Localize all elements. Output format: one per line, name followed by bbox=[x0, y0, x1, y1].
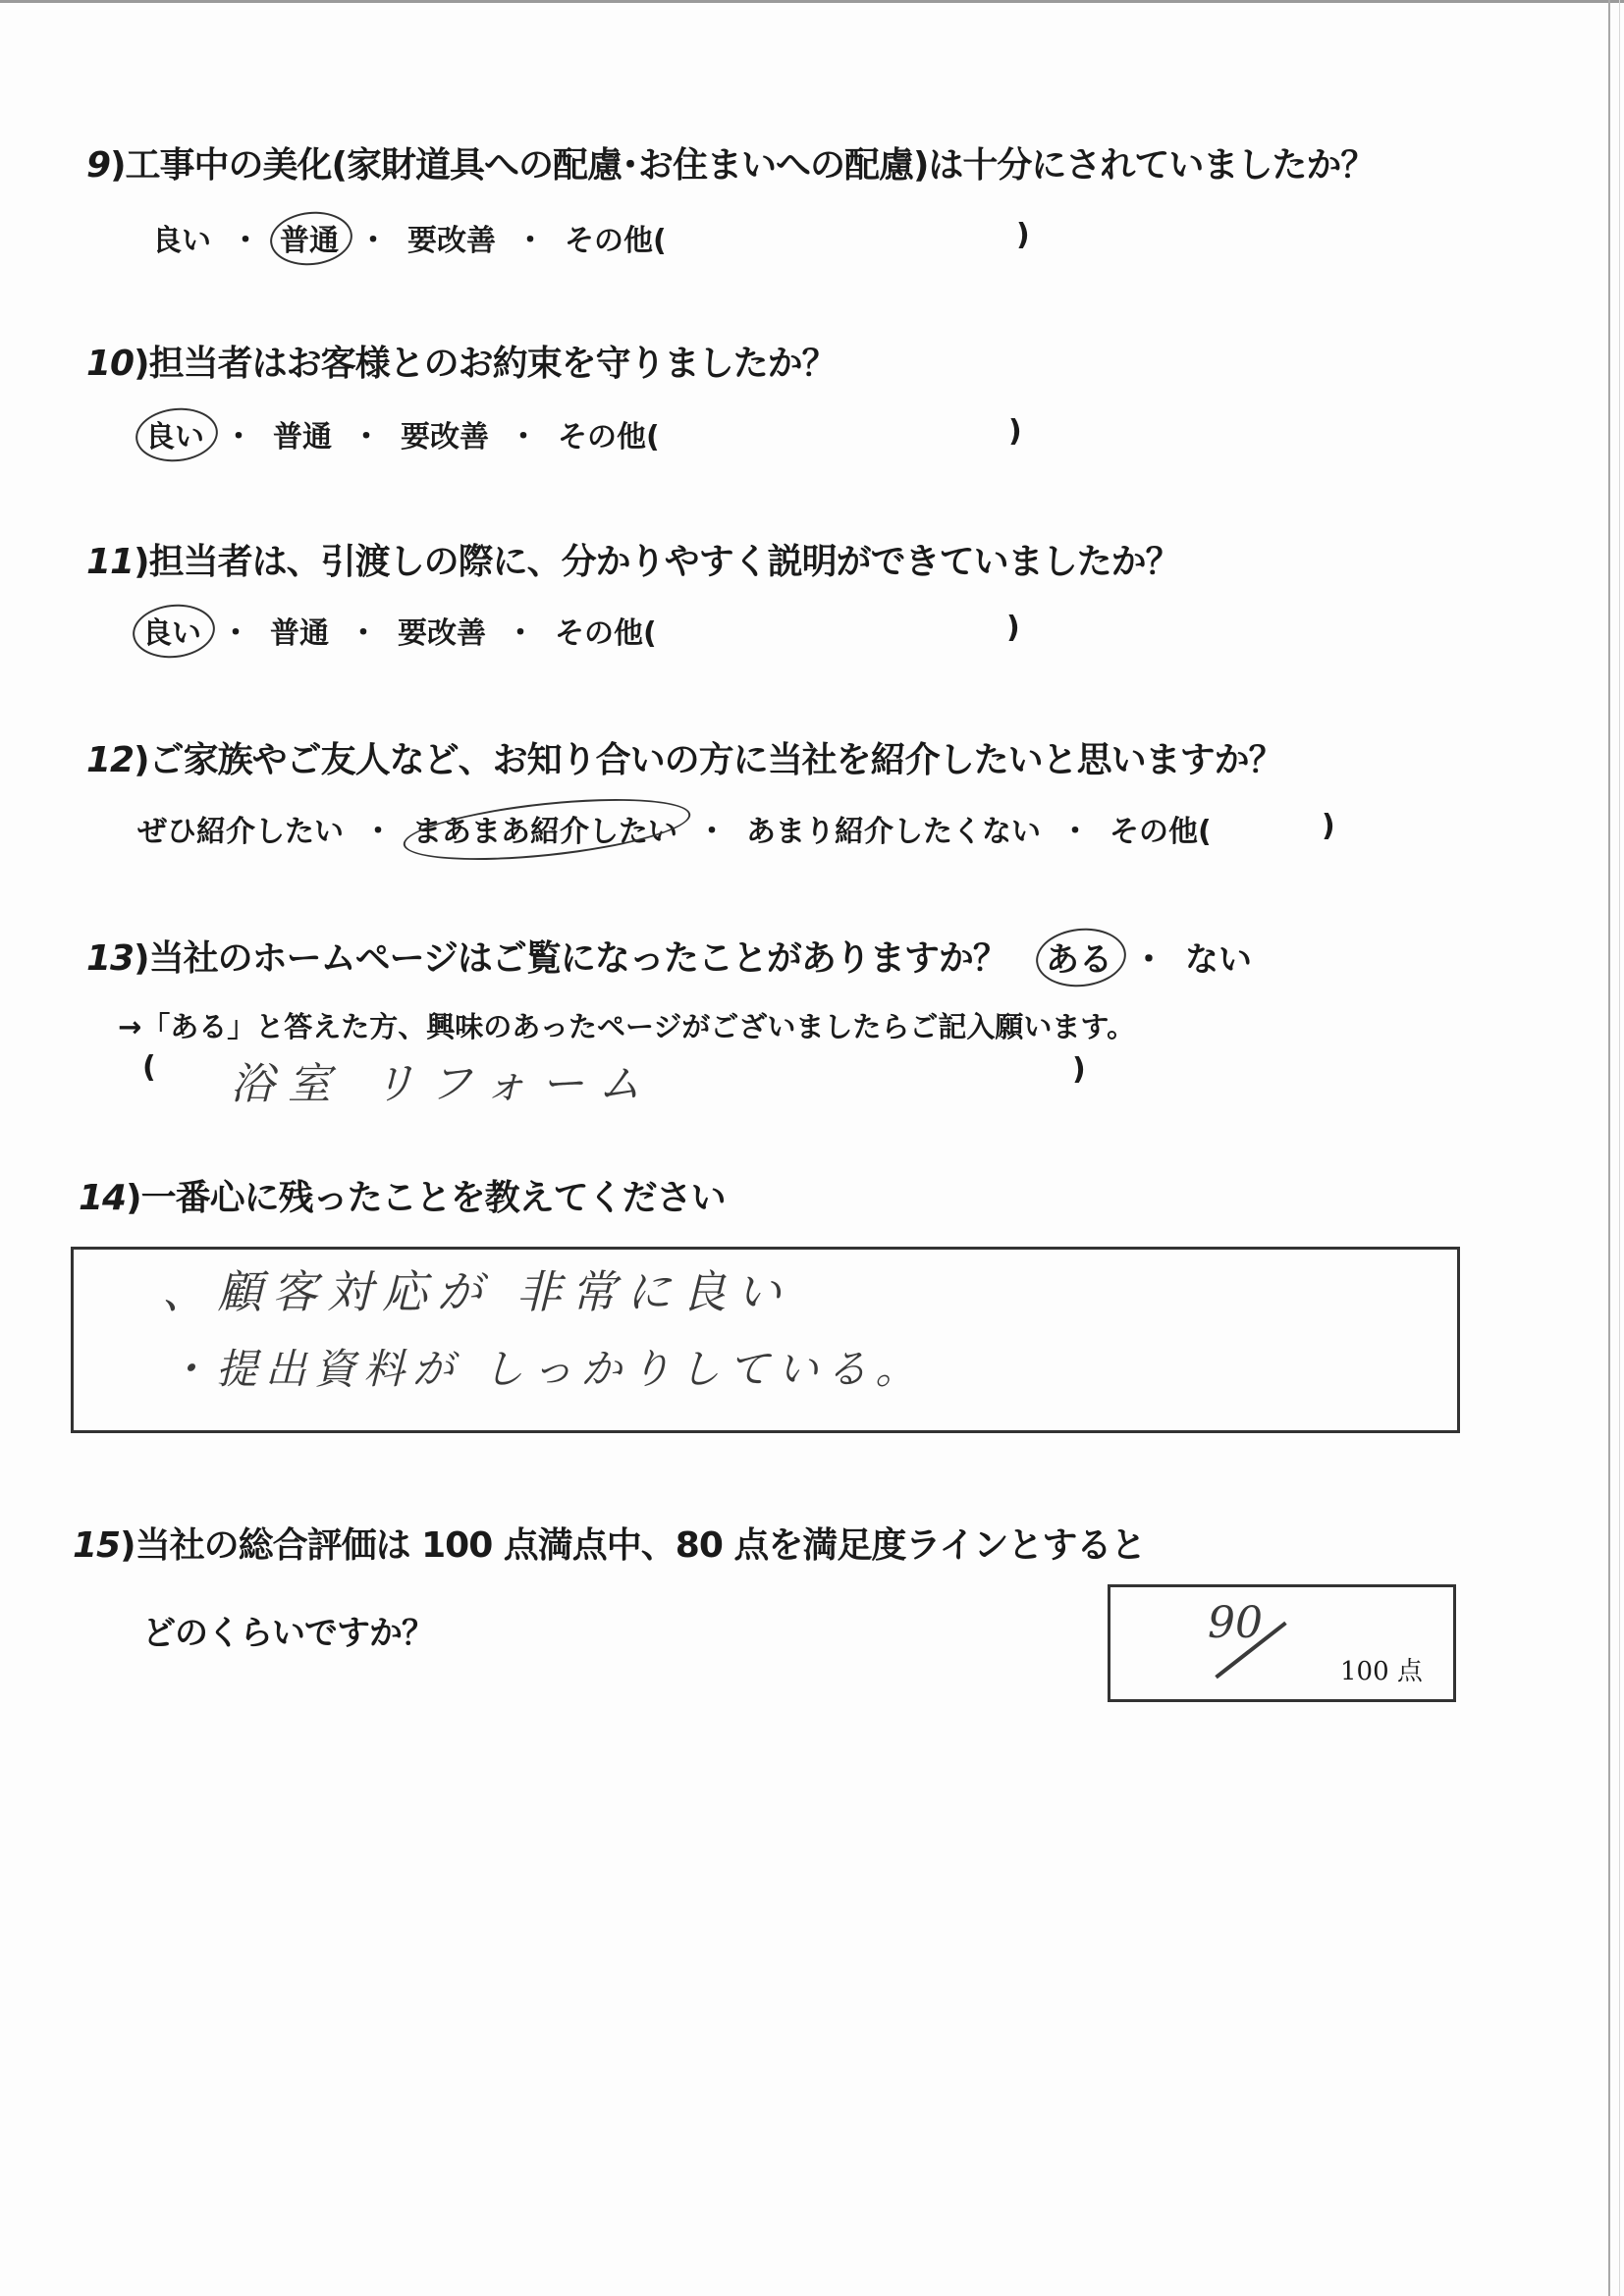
question-11 bbox=[86, 534, 1180, 584]
question-12-text: )ご家族やご友人など、お知り合いの方に当社を紹介したいと思いますか？ bbox=[134, 740, 1283, 780]
q10-option-good-circled[interactable]: 良い bbox=[145, 412, 204, 455]
question-9-text: )工事中の美化(家財道具への配慮･お住まいへの配慮)は十分にされていましたか？ bbox=[110, 145, 1376, 186]
question-12-number: 12 bbox=[86, 740, 135, 780]
question-13-options: ある ・ ない bbox=[1046, 933, 1252, 981]
question-11-number: 11 bbox=[86, 542, 135, 582]
question-12-options: ぜひ紹介したい ・ まあまあ紹介したい ・ あまり紹介したくない ・ その他( bbox=[137, 807, 1212, 850]
question-13-number: 13 bbox=[86, 938, 135, 979]
q10-option-other[interactable]: その他( bbox=[558, 420, 660, 454]
question-15-text: )当社の総合評価は 100 点満点中、80 点を満足度ラインとすると bbox=[120, 1525, 1146, 1566]
q13-option-yes-circled[interactable]: ある bbox=[1046, 933, 1112, 981]
q9-option-good[interactable]: 良い bbox=[152, 224, 211, 258]
question-11-options: 良い ・ 普通 ・ 要改善 ・ その他( bbox=[142, 609, 657, 652]
q15-handwritten-score: 90 bbox=[1208, 1598, 1263, 1648]
q10-other-close: ) bbox=[1008, 414, 1022, 449]
q13-option-no[interactable]: ない bbox=[1185, 940, 1252, 980]
q9-other-close: ) bbox=[1016, 218, 1030, 252]
question-12 bbox=[86, 732, 1283, 782]
question-9 bbox=[86, 137, 1375, 187]
q10-option-improve[interactable]: 要改善 bbox=[401, 420, 489, 454]
question-9-number: 9 bbox=[86, 145, 111, 186]
question-9-options: 良い ・ 普通 ・ 要改善 ・ その他( bbox=[152, 216, 667, 259]
q13-answer-open: ( bbox=[142, 1050, 156, 1085]
q11-option-improve[interactable]: 要改善 bbox=[398, 616, 486, 651]
q11-option-good-circled[interactable]: 良い bbox=[142, 609, 201, 652]
q12-option-other[interactable]: その他( bbox=[1110, 815, 1212, 849]
question-15-number: 15 bbox=[73, 1525, 121, 1566]
page-right-edge-shadow bbox=[1619, 0, 1620, 2296]
q11-option-normal[interactable]: 普通 bbox=[270, 616, 329, 651]
question-10-number: 10 bbox=[86, 344, 135, 384]
q9-option-other[interactable]: その他( bbox=[565, 224, 667, 258]
q13-answer-close: ) bbox=[1072, 1052, 1086, 1087]
q11-option-other[interactable]: その他( bbox=[555, 616, 657, 651]
q12-other-close: ) bbox=[1322, 809, 1335, 843]
q11-other-close: ) bbox=[1006, 611, 1020, 645]
q15-max-label: 100 点 bbox=[1340, 1657, 1423, 1686]
question-10-text: )担当者はお客様とのお約束を守りましたか？ bbox=[134, 344, 837, 384]
q12-option-definitely[interactable]: ぜひ紹介したい bbox=[137, 815, 344, 849]
question-14 bbox=[79, 1170, 726, 1220]
page-right-edge bbox=[1608, 0, 1610, 2296]
question-13 bbox=[86, 931, 1007, 981]
q9-option-normal-circled[interactable]: 普通 bbox=[280, 216, 339, 259]
q13-handwritten-answer: 浴室 リフォーム bbox=[231, 1059, 655, 1109]
question-11-text: )担当者は、引渡しの際に、分かりやすく説明ができていましたか？ bbox=[134, 542, 1180, 582]
question-15 bbox=[73, 1518, 1145, 1568]
question-10-options: 良い ・ 普通 ・ 要改善 ・ その他( bbox=[145, 412, 660, 455]
page-top-edge bbox=[0, 0, 1624, 3]
q9-option-improve[interactable]: 要改善 bbox=[407, 224, 496, 258]
q14-answer-line-2: ・提出資料が しっかりしている。 bbox=[167, 1345, 925, 1393]
question-10 bbox=[86, 336, 837, 386]
q10-option-normal[interactable]: 普通 bbox=[273, 420, 332, 454]
q12-option-somewhat-circled[interactable]: まあまあ紹介したい bbox=[412, 807, 677, 850]
question-13-followup: →「ある」と答えた方、興味のあったページがございましたらご記入願います。 bbox=[118, 1010, 1136, 1043]
q12-option-not-much[interactable]: あまり紹介したくない bbox=[746, 815, 1041, 849]
q14-answer-line-1: 、顧客対応が 非常に良い bbox=[162, 1265, 791, 1318]
question-14-text: )一番心に残ったことを教えてください bbox=[126, 1178, 726, 1218]
question-13-text: )当社のホームページはご覧になったことがありますか？ bbox=[134, 938, 1007, 979]
question-14-number: 14 bbox=[79, 1178, 127, 1218]
question-15-text-line-2: どのくらいですか？ bbox=[142, 1614, 434, 1653]
